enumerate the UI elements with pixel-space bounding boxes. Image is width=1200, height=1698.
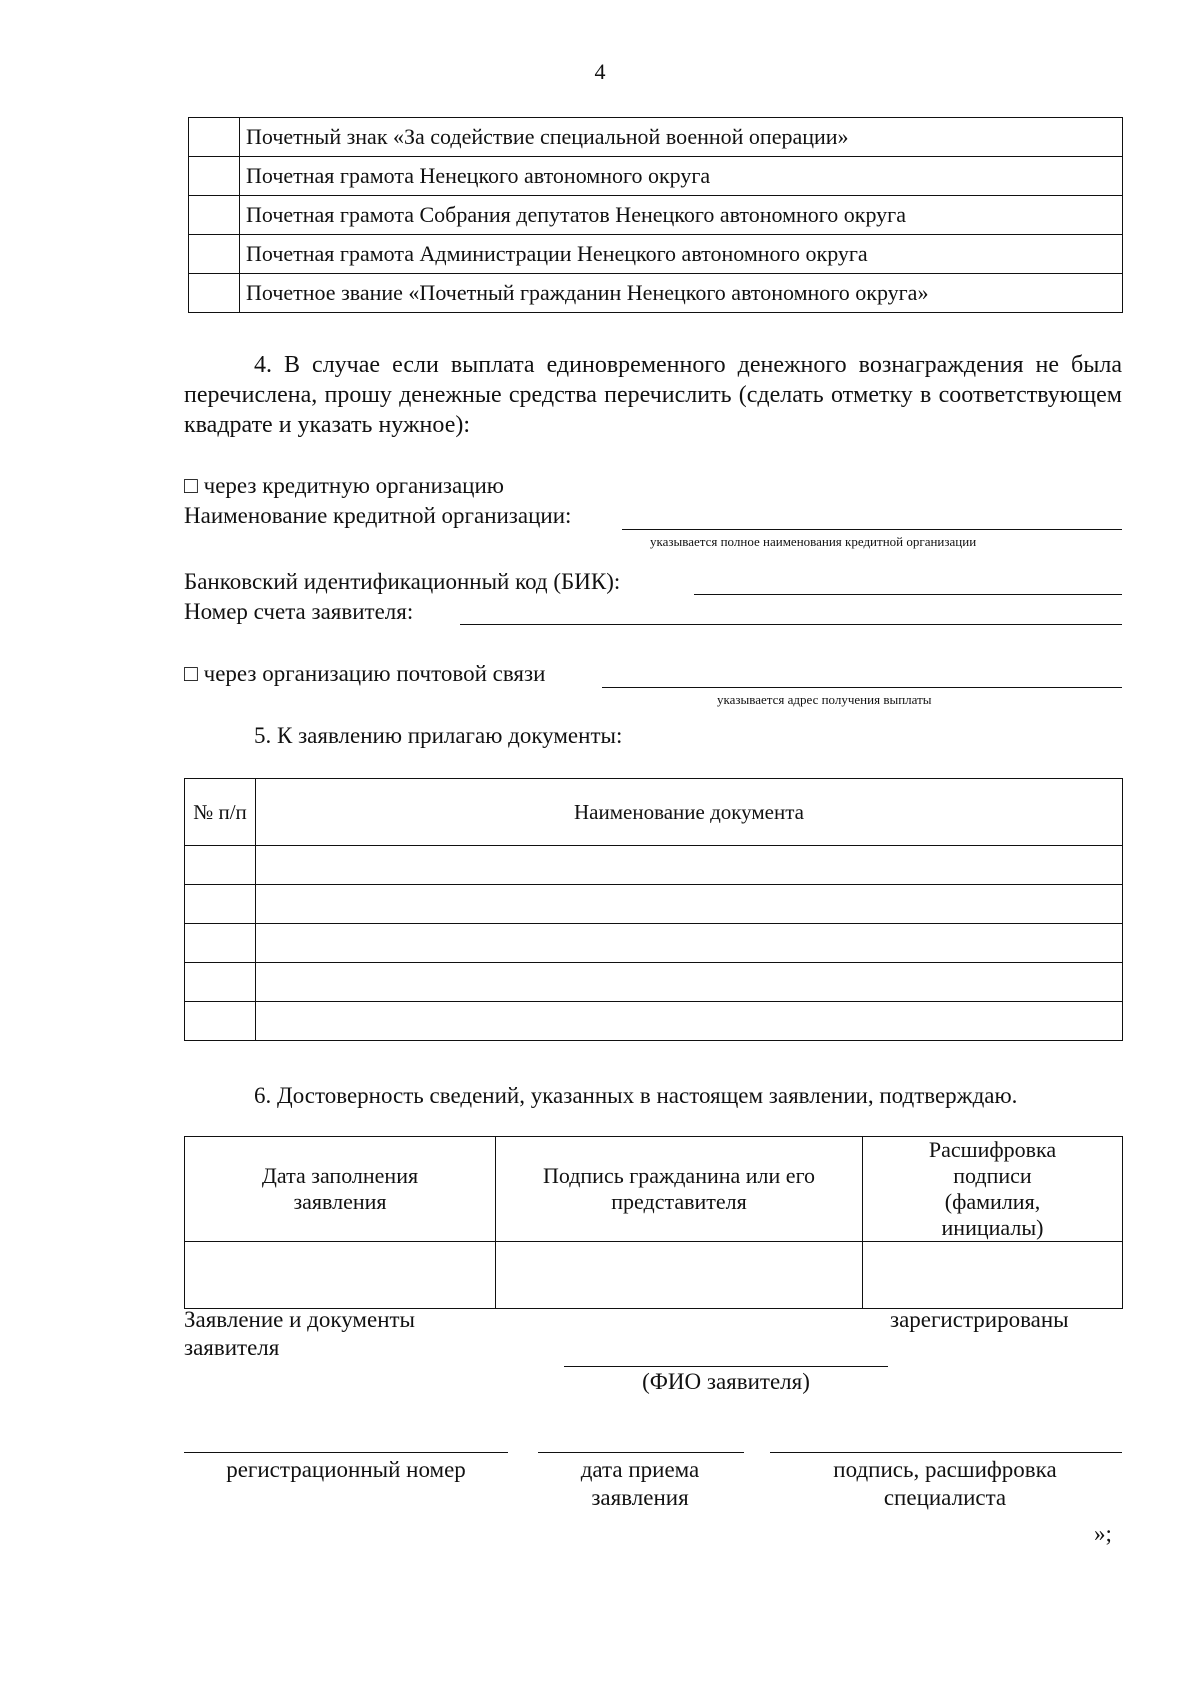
- specialist-field[interactable]: [770, 1452, 1122, 1453]
- awards-table: [188, 117, 1123, 313]
- page-number: 4: [594, 59, 606, 84]
- option-post[interactable]: □ через организацию почтовой связи: [184, 661, 546, 686]
- bank-name-hint: указывается полное наименования кредитной организации: [650, 534, 977, 549]
- table-row: [189, 157, 1123, 196]
- award-label: Почетная грамота Ненецкого автономного округа: [240, 157, 1123, 196]
- section-4-text: 4. В случае если выплата единовременного денежного вознаграждения не была перечислена, прошу денежные средства перечислить (сделать отметку в соответствующем квадрате и указать нужное):: [184, 352, 1122, 438]
- table-row: [189, 196, 1123, 235]
- col-num-header: № п/п: [185, 779, 256, 846]
- bik-field[interactable]: [694, 594, 1122, 595]
- post-address-field[interactable]: [602, 687, 1122, 688]
- fio-caption: (ФИО заявителя): [642, 1369, 810, 1394]
- table-row[interactable]: [185, 924, 1123, 963]
- account-field[interactable]: [460, 624, 1122, 625]
- option-bank[interactable]: □ через кредитную организацию: [184, 473, 504, 498]
- reg-number-caption: регистрационный номер: [226, 1457, 466, 1482]
- award-label: Почетное звание «Почетный гражданин Ненецкого автономного округа»: [240, 274, 1123, 313]
- signature-table: [184, 1136, 1123, 1309]
- closing-quote: »;: [1094, 1521, 1112, 1546]
- receive-date-caption: дата приема заявления: [580, 1457, 700, 1510]
- table-row[interactable]: [185, 963, 1123, 1002]
- col-date-header: Дата заполнения заявления: [185, 1137, 496, 1242]
- receive-date-field[interactable]: [538, 1452, 744, 1453]
- table-row: [189, 235, 1123, 274]
- registration-right-text: зарегистрированы: [890, 1307, 1069, 1332]
- specialist-caption: подпись, расшифровка специалиста: [833, 1457, 1057, 1510]
- col-decode-header: Расшифровка подписи (фамилия, инициалы): [863, 1137, 1123, 1242]
- section-6-text: 6. Достоверность сведений, указанных в настоящем заявлении, подтверждаю.: [254, 1083, 1018, 1108]
- registration-left-text: Заявление и документы заявителя: [184, 1307, 416, 1360]
- award-label: Почетная грамота Собрания депутатов Ненецкого автономного округа: [240, 196, 1123, 235]
- bik-label: Банковский идентификационный код (БИК):: [184, 569, 621, 594]
- table-row[interactable]: [185, 1002, 1123, 1041]
- table-row: [189, 274, 1123, 313]
- table-row[interactable]: [185, 846, 1123, 885]
- award-label: Почетный знак «За содействие специальной военной операции»: [240, 118, 1123, 157]
- reg-number-field[interactable]: [184, 1452, 508, 1453]
- table-row: [189, 118, 1123, 157]
- section-5-text: 5. К заявлению прилагаю документы:: [254, 723, 623, 748]
- col-sign-header: Подпись гражданина или его представителя: [496, 1137, 863, 1242]
- table-header-row: [185, 1137, 1123, 1242]
- award-label: Почетная грамота Администрации Ненецкого автономного округа: [240, 235, 1123, 274]
- table-row[interactable]: [185, 885, 1123, 924]
- account-label: Номер счета заявителя:: [184, 599, 414, 624]
- table-header-row: [185, 779, 1123, 846]
- fio-field[interactable]: [564, 1366, 888, 1367]
- col-name-header: Наименование документа: [256, 779, 1123, 846]
- documents-table: [184, 778, 1123, 1041]
- bank-name-field[interactable]: [622, 529, 1122, 530]
- table-row[interactable]: [185, 1242, 1123, 1309]
- bank-name-label: Наименование кредитной организации:: [184, 503, 572, 528]
- post-hint: указывается адрес получения выплаты: [717, 692, 932, 707]
